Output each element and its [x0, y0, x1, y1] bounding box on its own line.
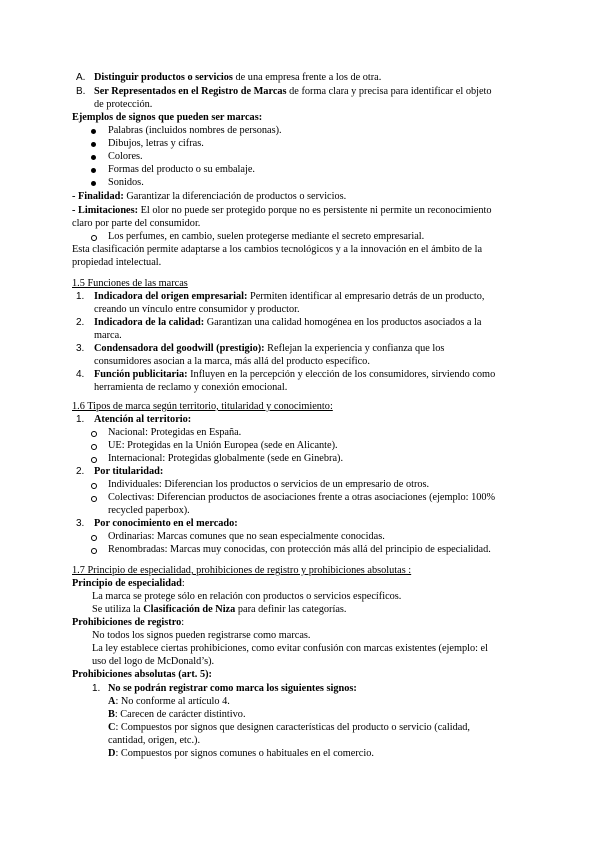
funcion-item-2-cont: marca.	[94, 330, 122, 341]
absolutas-text-c: : Compuestos por signos que designen características del producto o servicio (calidad,	[115, 722, 471, 733]
especialidad-line2-a: Se utiliza la	[92, 604, 144, 615]
bullet-icon	[91, 155, 96, 160]
sub-bullet-icon	[91, 235, 97, 241]
ejemplos-item: Palabras (incluidos nombres de personas).	[108, 125, 282, 136]
tipo-item: Individuales: Diferencian los productos o servicios de un empresario de otros.	[108, 479, 430, 490]
tipo-conocimiento-label: Por conocimiento en el mercado:	[94, 518, 238, 529]
tipo-item-cont: recycled paperbox).	[108, 505, 190, 516]
funcion-item-4-text: Influyen en la percepción y elección de los consumidores, sirviendo como	[187, 369, 496, 380]
prohibiciones-line3: uso del logo de McDonald’s).	[92, 656, 215, 667]
list-marker-a: A.	[76, 72, 86, 83]
absolutas-letter-c: C	[108, 722, 116, 733]
prohibiciones-title: Prohibiciones de registro	[72, 617, 182, 628]
list-item-a	[94, 72, 381, 85]
absolutas-item-c-cont: cantidad, origen, etc.).	[108, 735, 201, 746]
finalidad-label: - Finalidad:	[72, 191, 124, 202]
sub-bullet-icon	[91, 483, 97, 489]
limitaciones-sub: Los perfumes, en cambio, suelen protegerse mediante el secreto empresarial.	[108, 231, 425, 242]
funcion-item-3	[94, 343, 444, 356]
list-marker-1: 1.	[92, 683, 101, 694]
funcion-item-2-bold: Indicadora de la calidad:	[94, 317, 205, 328]
list-marker-4: 4.	[76, 369, 85, 380]
sub-bullet-icon	[91, 431, 97, 437]
funcion-item-3-cont: consumidores asocian a la marca, más allá del producto específico.	[94, 356, 370, 367]
limitaciones-cont: claro por parte del consumidor.	[72, 218, 201, 229]
finalidad-line	[72, 191, 346, 204]
especialidad-heading	[72, 578, 185, 591]
prohibiciones-line2: La ley establece ciertas prohibiciones, como evitar confusión con marcas existentes (ejemplo: el	[92, 643, 488, 654]
section-1-5-title: 1.5 Funciones de las marcas	[72, 278, 188, 289]
absolutas-title: Prohibiciones absolutas (art. 5):	[72, 669, 212, 680]
funcion-item-1-text: Permiten identificar al empresario detrás de un producto,	[247, 291, 485, 302]
limitaciones-text: El olor no puede ser protegido porque no es persistente ni permite un reconocimiento	[138, 205, 492, 216]
list-marker-3: 3.	[76, 518, 85, 529]
absolutas-text-a: : No conforme al artículo 4.	[115, 696, 230, 707]
absolutas-item-c	[108, 722, 470, 735]
tipo-territorio-label: Atención al territorio:	[94, 414, 192, 425]
list-item-a-bold: Distinguir productos o servicios	[94, 72, 233, 83]
prohibiciones-heading	[72, 617, 184, 630]
bullet-icon	[91, 181, 96, 186]
prohibiciones-colon: :	[181, 617, 185, 628]
ejemplos-title: Ejemplos de signos que pueden ser marcas:	[72, 112, 263, 123]
especialidad-title: Principio de especialidad	[72, 578, 182, 589]
tipo-item: Internacional: Protegidas globalmente (sede en Ginebra).	[108, 453, 344, 464]
finalidad-text: Garantizar la diferenciación de productos o servicios.	[123, 191, 347, 202]
absolutas-label: No se podrán registrar como marca los siguientes signos:	[108, 683, 357, 694]
tipo-item: UE: Protegidas en la Unión Europea (sede en Alicante).	[108, 440, 338, 451]
funcion-item-2-text: Garantizan una calidad homogénea en los productos asociados a la	[204, 317, 482, 328]
list-item-b-cont: de protección.	[94, 99, 153, 110]
funcion-item-3-text: Reflejan la experiencia y confianza que los	[264, 343, 445, 354]
especialidad-line1: La marca se protege sólo en relación con productos o servicios específicos.	[92, 591, 402, 602]
sub-bullet-icon	[91, 548, 97, 554]
list-marker-2: 2.	[76, 466, 85, 477]
especialidad-line2-c: para definir las categorías.	[235, 604, 347, 615]
clasificacion-line2: propiedad intelectual.	[72, 257, 162, 268]
funcion-item-2	[94, 317, 481, 330]
especialidad-line2	[92, 604, 347, 617]
list-item-b-bold: Ser Representados en el Registro de Marcas	[94, 86, 287, 97]
limitaciones-line	[72, 205, 492, 218]
absolutas-letter-a: A	[108, 696, 116, 707]
absolutas-item-d	[108, 748, 374, 761]
absolutas-text-b: : Carecen de carácter distintivo.	[114, 709, 246, 720]
list-item-b	[94, 86, 492, 99]
absolutas-letter-b: B	[108, 709, 115, 720]
funcion-item-4-cont: herramienta de reclamo y conexión emocional.	[94, 382, 288, 393]
ejemplos-item: Sonidos.	[108, 177, 144, 188]
tipo-item: Nacional: Protegidas en España.	[108, 427, 242, 438]
list-marker-2: 2.	[76, 317, 85, 328]
absolutas-text-d: : Compuestos por signos comunes o habituales en el comercio.	[115, 748, 374, 759]
sub-bullet-icon	[91, 496, 97, 502]
sub-bullet-icon	[91, 457, 97, 463]
ejemplos-item: Formas del producto o su embalaje.	[108, 164, 255, 175]
tipo-item: Renombradas: Marcas muy conocidas, con protección más allá del principio de especialidad.	[108, 544, 491, 555]
especialidad-colon: :	[181, 578, 185, 589]
list-item-b-text: de forma clara y precisa para identificar el objeto	[286, 86, 492, 97]
sub-bullet-icon	[91, 535, 97, 541]
funcion-item-1-cont: creando un vínculo entre consumidor y productor.	[94, 304, 300, 315]
tipo-item: Colectivas: Diferencian productos de asociaciones frente a otras asociaciones (ejemplo: 100%	[108, 492, 496, 503]
ejemplos-item: Colores.	[108, 151, 143, 162]
ejemplos-item: Dibujos, letras y cifras.	[108, 138, 204, 149]
section-1-7-title: 1.7 Principio de especialidad, prohibiciones de registro y prohibiciones absolutas :	[72, 565, 412, 576]
list-marker-1: 1.	[76, 291, 85, 302]
bullet-icon	[91, 168, 96, 173]
bullet-icon	[91, 142, 96, 147]
tipo-item: Ordinarias: Marcas comunes que no sean especialmente conocidas.	[108, 531, 385, 542]
list-marker-3: 3.	[76, 343, 85, 354]
prohibiciones-line1: No todos los signos pueden registrarse como marcas.	[92, 630, 311, 641]
funcion-item-3-bold: Condensadora del goodwill (prestigio):	[94, 343, 265, 354]
absolutas-item-b	[108, 709, 246, 722]
clasificacion-niza: Clasificación de Niza	[143, 604, 236, 615]
list-marker-b: B.	[76, 86, 86, 97]
funcion-item-1	[94, 291, 484, 304]
funcion-item-4	[94, 369, 495, 382]
funcion-item-1-bold: Indicadora del origen empresarial:	[94, 291, 248, 302]
section-1-6-title: 1.6 Tipos de marca según territorio, titularidad y conocimiento:	[72, 401, 333, 412]
list-item-a-text: de una empresa frente a los de otra.	[232, 72, 382, 83]
bullet-icon	[91, 129, 96, 134]
absolutas-item-a	[108, 696, 230, 709]
tipo-titularidad-label: Por titularidad:	[94, 466, 164, 477]
clasificacion-line1: Esta clasificación permite adaptarse a los cambios tecnológicos y a la innovación en el ámbito de la	[72, 244, 483, 255]
list-marker-1: 1.	[76, 414, 85, 425]
funcion-item-4-bold: Función publicitaria:	[94, 369, 188, 380]
absolutas-letter-d: D	[108, 748, 116, 759]
sub-bullet-icon	[91, 444, 97, 450]
limitaciones-label: - Limitaciones:	[72, 205, 139, 216]
